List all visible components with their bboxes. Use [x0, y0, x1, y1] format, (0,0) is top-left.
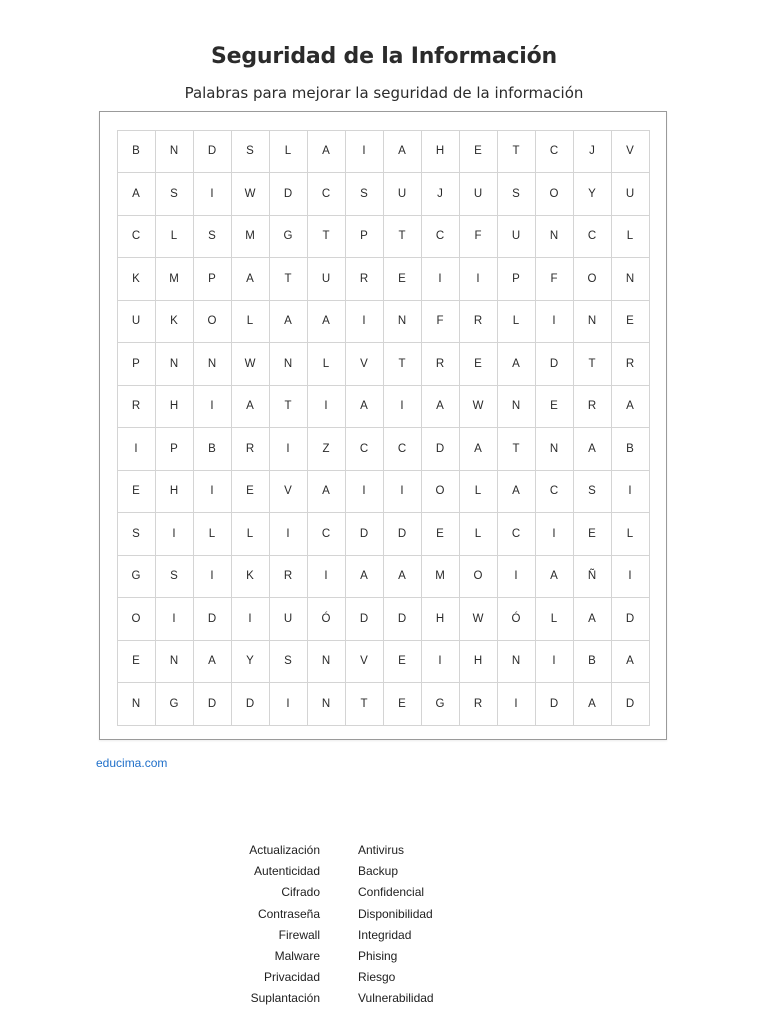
- grid-cell: S: [117, 512, 156, 556]
- grid-cell: C: [535, 470, 574, 514]
- grid-cell: S: [193, 215, 232, 259]
- grid-cell: A: [611, 385, 650, 429]
- grid-cell: A: [193, 640, 232, 684]
- grid-cell: A: [231, 257, 270, 301]
- grid-cell: W: [231, 172, 270, 216]
- grid-cell: A: [535, 555, 574, 599]
- word-list-item: Vulnerabilidad: [358, 991, 434, 1006]
- grid-cell: O: [117, 597, 156, 641]
- grid-cell: R: [459, 682, 498, 726]
- grid-cell: G: [117, 555, 156, 599]
- grid-cell: E: [117, 470, 156, 514]
- word-list-left-column: [200, 842, 320, 1012]
- grid-cell: U: [611, 172, 650, 216]
- grid-cell: H: [459, 640, 498, 684]
- word-list-item: Actualización: [249, 843, 320, 857]
- grid-cell: I: [155, 597, 194, 641]
- grid-cell: G: [155, 682, 194, 726]
- grid-cell: D: [611, 597, 650, 641]
- grid-cell: A: [573, 682, 612, 726]
- grid-cell: K: [231, 555, 270, 599]
- grid-cell: T: [383, 215, 422, 259]
- word-list-item: Firewall: [278, 927, 320, 942]
- grid-cell: R: [345, 257, 384, 301]
- grid-cell: L: [611, 215, 650, 259]
- grid-cell: I: [269, 682, 308, 726]
- grid-cell: N: [155, 640, 194, 684]
- word-list-item: Autenticidad: [253, 864, 320, 879]
- word-list-item: Integridad: [358, 927, 412, 942]
- grid-cell: N: [383, 300, 422, 344]
- grid-cell: U: [497, 215, 536, 259]
- grid-cell: W: [459, 385, 498, 429]
- grid-cell: I: [345, 300, 384, 344]
- grid-cell: R: [421, 342, 460, 386]
- grid-cell: U: [269, 597, 308, 641]
- word-list-item: Suplantación: [250, 991, 320, 1006]
- page-title: Seguridad de la Información: [210, 44, 558, 69]
- grid-cell: I: [345, 130, 384, 174]
- grid-cell: N: [573, 300, 612, 344]
- grid-cell: N: [497, 640, 536, 684]
- grid-cell: E: [383, 640, 422, 684]
- word-list-item: Contraseña: [257, 906, 320, 921]
- grid-cell: F: [459, 215, 498, 259]
- grid-cell: I: [345, 470, 384, 514]
- grid-cell: V: [345, 342, 384, 386]
- grid-cell: D: [231, 682, 270, 726]
- grid-cell: B: [117, 130, 156, 174]
- grid-cell: C: [307, 172, 346, 216]
- grid-cell: T: [497, 427, 536, 471]
- grid-cell: M: [421, 555, 460, 599]
- grid-cell: N: [269, 342, 308, 386]
- grid-cell: E: [421, 512, 460, 556]
- word-list-item: Disponibilidad: [358, 906, 433, 921]
- grid-cell: D: [383, 512, 422, 556]
- grid-cell: P: [497, 257, 536, 301]
- grid-cell: L: [459, 512, 498, 556]
- grid-cell: I: [193, 172, 232, 216]
- grid-cell: E: [459, 130, 498, 174]
- grid-cell: A: [383, 555, 422, 599]
- grid-cell: A: [345, 385, 384, 429]
- grid-cell: A: [117, 172, 156, 216]
- grid-cell: I: [383, 385, 422, 429]
- grid-cell: Ñ: [573, 555, 612, 599]
- grid-cell: I: [307, 555, 346, 599]
- grid-cell: D: [269, 172, 308, 216]
- grid-cell: I: [497, 555, 536, 599]
- grid-cell: E: [117, 640, 156, 684]
- grid-cell: R: [231, 427, 270, 471]
- grid-cell: C: [421, 215, 460, 259]
- grid-cell: R: [573, 385, 612, 429]
- grid-cell: L: [155, 215, 194, 259]
- grid-cell: A: [307, 300, 346, 344]
- grid-cell: A: [421, 385, 460, 429]
- grid-cell: D: [193, 130, 232, 174]
- word-list-item: Phising: [358, 948, 398, 963]
- grid-cell: C: [117, 215, 156, 259]
- grid-cell: E: [611, 300, 650, 344]
- grid-cell: N: [535, 215, 574, 259]
- grid-cell: I: [383, 470, 422, 514]
- grid-cell: I: [497, 682, 536, 726]
- grid-cell: N: [117, 682, 156, 726]
- grid-cell: N: [155, 342, 194, 386]
- grid-cell: M: [231, 215, 270, 259]
- grid-cell: I: [193, 385, 232, 429]
- grid-cell: I: [269, 512, 308, 556]
- grid-cell: P: [155, 427, 194, 471]
- grid-cell: N: [193, 342, 232, 386]
- grid-cell: I: [535, 512, 574, 556]
- grid-cell: Z: [307, 427, 346, 471]
- grid-cell: N: [535, 427, 574, 471]
- grid-cell: S: [269, 640, 308, 684]
- grid-cell: F: [421, 300, 460, 344]
- grid-cell: I: [535, 300, 574, 344]
- grid-cell: I: [117, 427, 156, 471]
- grid-cell: W: [231, 342, 270, 386]
- word-list-item: Antivirus: [358, 843, 405, 857]
- word-list-item: Malware: [274, 948, 320, 963]
- grid-cell: R: [459, 300, 498, 344]
- grid-cell: E: [383, 682, 422, 726]
- grid-cell: L: [307, 342, 346, 386]
- grid-cell: I: [459, 257, 498, 301]
- word-list-item: Cifrado: [281, 885, 320, 900]
- grid-cell: D: [193, 597, 232, 641]
- grid-cell: I: [155, 512, 194, 556]
- grid-cell: L: [231, 512, 270, 556]
- grid-cell: N: [307, 640, 346, 684]
- grid-cell: C: [307, 512, 346, 556]
- grid-cell: S: [155, 555, 194, 599]
- grid-cell: N: [155, 130, 194, 174]
- grid-cell: I: [231, 597, 270, 641]
- grid-cell: I: [611, 555, 650, 599]
- grid-cell: D: [421, 427, 460, 471]
- grid-cell: C: [383, 427, 422, 471]
- grid-cell: D: [535, 342, 574, 386]
- grid-cell: S: [155, 172, 194, 216]
- grid-cell: H: [421, 597, 460, 641]
- word-search-grid: [117, 130, 649, 725]
- grid-cell: A: [459, 427, 498, 471]
- grid-cell: E: [459, 342, 498, 386]
- grid-cell: O: [573, 257, 612, 301]
- grid-cell: C: [535, 130, 574, 174]
- grid-cell: B: [193, 427, 232, 471]
- grid-cell: D: [345, 597, 384, 641]
- grid-cell: J: [421, 172, 460, 216]
- grid-cell: U: [383, 172, 422, 216]
- grid-cell: R: [117, 385, 156, 429]
- grid-cell: C: [573, 215, 612, 259]
- grid-cell: T: [269, 385, 308, 429]
- grid-cell: A: [497, 470, 536, 514]
- grid-cell: B: [611, 427, 650, 471]
- word-list-item: Confidencial: [358, 885, 425, 900]
- grid-cell: T: [383, 342, 422, 386]
- grid-cell: I: [535, 640, 574, 684]
- grid-cell: T: [307, 215, 346, 259]
- grid-cell: S: [497, 172, 536, 216]
- grid-cell: N: [307, 682, 346, 726]
- grid-cell: A: [573, 597, 612, 641]
- grid-cell: A: [307, 130, 346, 174]
- grid-cell: F: [535, 257, 574, 301]
- grid-cell: E: [535, 385, 574, 429]
- grid-cell: L: [269, 130, 308, 174]
- grid-cell: L: [459, 470, 498, 514]
- grid-cell: T: [345, 682, 384, 726]
- grid-cell: V: [345, 640, 384, 684]
- grid-cell: P: [193, 257, 232, 301]
- grid-cell: E: [383, 257, 422, 301]
- grid-cell: J: [573, 130, 612, 174]
- grid-cell: A: [383, 130, 422, 174]
- grid-cell: D: [345, 512, 384, 556]
- grid-cell: B: [573, 640, 612, 684]
- grid-cell: O: [193, 300, 232, 344]
- word-list-right-column: [358, 842, 508, 1012]
- grid-cell: S: [345, 172, 384, 216]
- grid-cell: G: [421, 682, 460, 726]
- grid-cell: A: [497, 342, 536, 386]
- grid-cell: V: [269, 470, 308, 514]
- grid-cell: C: [497, 512, 536, 556]
- grid-cell: A: [269, 300, 308, 344]
- grid-cell: L: [193, 512, 232, 556]
- grid-cell: L: [497, 300, 536, 344]
- grid-cell: P: [345, 215, 384, 259]
- grid-cell: L: [535, 597, 574, 641]
- grid-cell: S: [231, 130, 270, 174]
- grid-cell: N: [497, 385, 536, 429]
- grid-cell: A: [345, 555, 384, 599]
- grid-cell: I: [307, 385, 346, 429]
- grid-cell: A: [307, 470, 346, 514]
- grid-cell: E: [573, 512, 612, 556]
- grid-cell: T: [573, 342, 612, 386]
- grid-cell: T: [497, 130, 536, 174]
- grid-cell: C: [345, 427, 384, 471]
- source-link[interactable]: educima.com: [96, 756, 168, 770]
- grid-cell: I: [421, 257, 460, 301]
- grid-cell: M: [155, 257, 194, 301]
- grid-cell: T: [269, 257, 308, 301]
- grid-cell: R: [269, 555, 308, 599]
- grid-cell: U: [117, 300, 156, 344]
- grid-cell: A: [573, 427, 612, 471]
- grid-cell: O: [421, 470, 460, 514]
- grid-cell: R: [611, 342, 650, 386]
- grid-cell: V: [611, 130, 650, 174]
- grid-cell: A: [611, 640, 650, 684]
- grid-cell: E: [231, 470, 270, 514]
- grid-cell: P: [117, 342, 156, 386]
- grid-cell: O: [535, 172, 574, 216]
- grid-cell: G: [269, 215, 308, 259]
- grid-cell: Y: [231, 640, 270, 684]
- grid-cell: L: [231, 300, 270, 344]
- grid-cell: I: [269, 427, 308, 471]
- grid-cell: I: [193, 555, 232, 599]
- grid-cell: D: [383, 597, 422, 641]
- grid-cell: S: [573, 470, 612, 514]
- page-subtitle: Palabras para mejorar la seguridad de la información: [184, 84, 584, 102]
- grid-cell: D: [535, 682, 574, 726]
- word-list-item: Privacidad: [263, 970, 320, 985]
- grid-cell: I: [193, 470, 232, 514]
- grid-cell: D: [611, 682, 650, 726]
- grid-cell: H: [155, 470, 194, 514]
- grid-cell: A: [231, 385, 270, 429]
- word-list-item: Backup: [358, 864, 399, 879]
- grid-cell: D: [193, 682, 232, 726]
- grid-cell: N: [611, 257, 650, 301]
- grid-cell: W: [459, 597, 498, 641]
- grid-cell: Ó: [307, 597, 346, 641]
- grid-cell: I: [421, 640, 460, 684]
- grid-cell: K: [155, 300, 194, 344]
- grid-cell: O: [459, 555, 498, 599]
- grid-cell: U: [307, 257, 346, 301]
- grid-cell: H: [155, 385, 194, 429]
- grid-cell: L: [611, 512, 650, 556]
- grid-cell: H: [421, 130, 460, 174]
- grid-cell: U: [459, 172, 498, 216]
- grid-cell: Ó: [497, 597, 536, 641]
- grid-cell: Y: [573, 172, 612, 216]
- grid-cell: K: [117, 257, 156, 301]
- word-list-item: Riesgo: [358, 970, 396, 985]
- grid-cell: I: [611, 470, 650, 514]
